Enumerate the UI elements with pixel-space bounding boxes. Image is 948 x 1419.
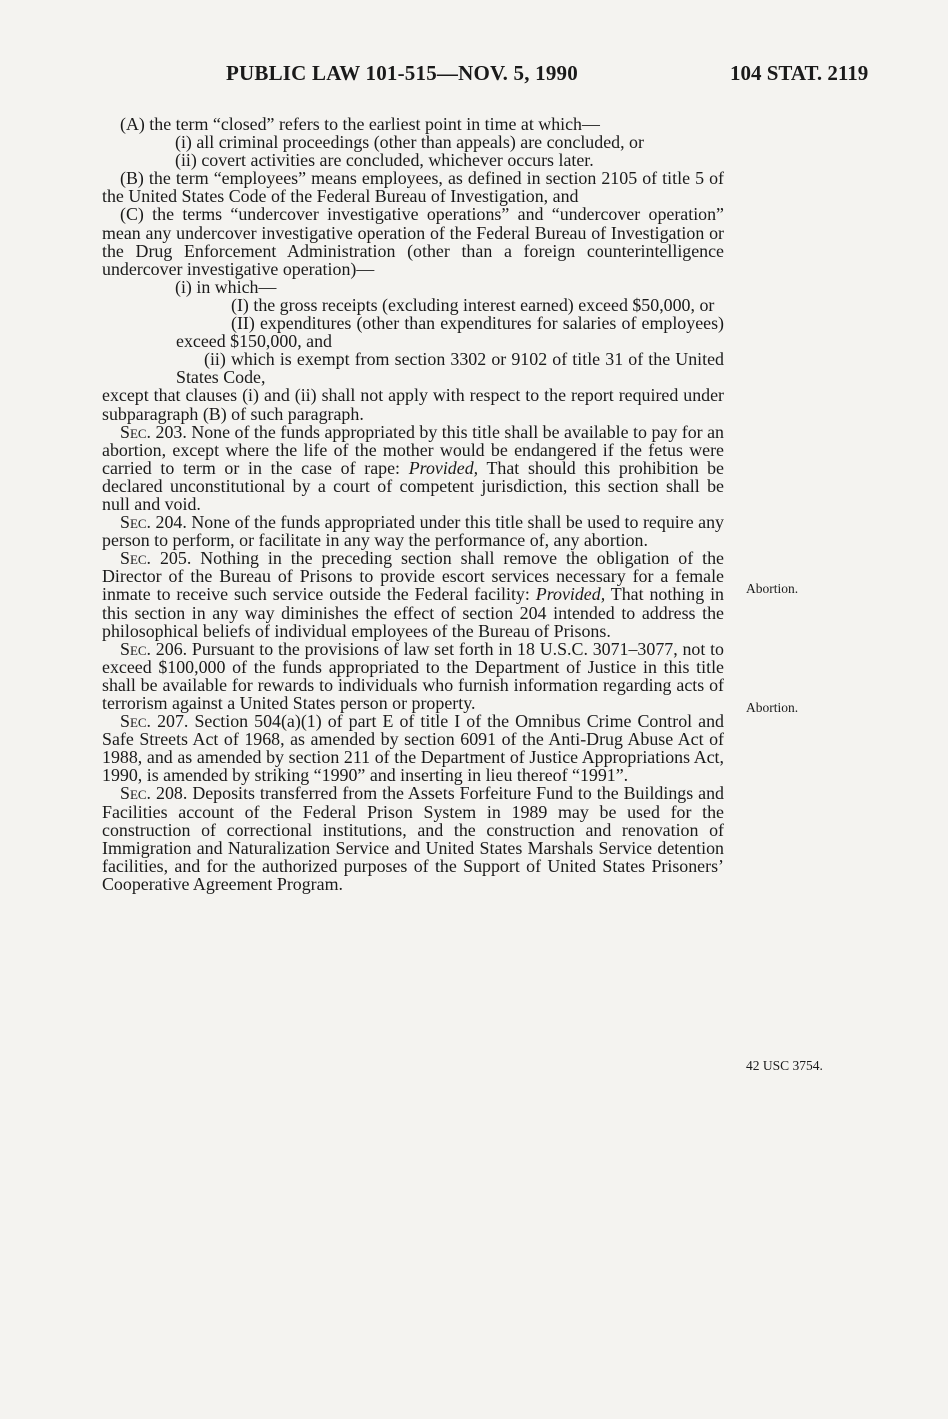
section-208-label: Sec. 208. (120, 783, 188, 804)
paragraph-c: (C) the terms “undercover investigative operations” and “undercover operation” mean any undercover investigative operation of the Federal Bureau of Investigation or the Drug Enforcement Administration (other than a foreign counterintelligence undercover investigative operation)— (102, 204, 724, 279)
page-header-stat-ref: 104 STAT. 2119 (730, 61, 869, 85)
paragraph-c-i-II: (II) expenditures (other than expenditures for salaries of employees) exceed $150,000, and (176, 313, 724, 352)
section-206-text: Pursuant to the provisions of law set forth in 18 U.S.C. 3071–3077, not to exceed $100,000 of the funds appropriated to the Department of Justice in this title shall be available for rewards to individuals who furnish information regarding acts of terrorism against a United States person or property. (102, 638, 724, 713)
section-206-label: Sec. 206. (120, 638, 188, 659)
margin-note-abortion-2: Abortion. (746, 700, 799, 715)
section-205-text-a: Nothing in the preceding section shall remove the obligation of the Director of the Bureau of Prisons to provide escort services necessary for a female inmate to receive such service outside the Federal facility: (102, 548, 724, 605)
section-205 (102, 549, 724, 639)
body-text (102, 115, 724, 893)
section-203-provided: Provided, (408, 457, 479, 478)
paragraph-b: (B) the term “employees” means employees, as defined in section 2105 of title 5 of the United States Code of the Federal Bureau of Investigation, and (102, 168, 724, 207)
section-208 (102, 784, 724, 893)
section-208-text: Deposits transferred from the Assets Forfeiture Fund to the Buildings and Facilities account of the Federal Prison System in 1989 may be used for the construction of correctional institutions, and the construction and renovation of Immigration and Naturalization Service and United States Marshals Service detention facilities, and for the authorized purposes of the Support of United States Prisoners’ Cooperative Agreement Program. (102, 783, 724, 894)
paragraph-c-ii: (ii) which is exempt from section 3302 or 9102 of title 31 of the United States Code, (176, 349, 724, 388)
section-204 (102, 513, 724, 549)
section-205-provided: Provided, (535, 584, 606, 605)
section-203-text-b: That should this prohibition be declared unconstitutional by a court of competent jurisdiction, this section shall be null and void. (102, 457, 724, 514)
margin-note-abortion-1: Abortion. (746, 581, 799, 596)
section-204-text: None of the funds appropriated under this title shall be used to require any person to perform, or facilitate in any way the performance of, any abortion. (102, 512, 724, 551)
section-203-text-a: None of the funds appropriated by this title shall be available to pay for an abortion, except where the life of the mother would be endangered if the fetus were carried to term or in the case of rape: (102, 421, 724, 478)
paragraph-except: except that clauses (i) and (ii) shall not apply with respect to the report required under subparagraph (B) of such paragraph. (102, 385, 724, 424)
paragraph-a-i: (i) all criminal proceedings (other than appeals) are concluded, or (175, 132, 644, 153)
section-207-text: Section 504(a)(1) of part E of title I of the Omnibus Crime Control and Safe Streets Act of 1968, as amended by section 6091 of the Anti-Drug Abuse Act of 1988, and as amended by section 211 of the Department of Justice Appropriations Act, 1990, is amended by striking “1990” and inserting in lieu thereof “1991”. (102, 711, 724, 786)
section-207-label: Sec. 207. (120, 711, 189, 732)
section-204-label: Sec. 204. (120, 512, 187, 533)
paragraph-c-i-I: (I) the gross receipts (excluding interest earned) exceed $50,000, or (231, 294, 715, 315)
page-header-title: PUBLIC LAW 101-515—NOV. 5, 1990 (226, 61, 578, 85)
paragraph-a: (A) the term “closed” refers to the earliest point in time at which— (120, 114, 600, 134)
paragraph-c-i: (i) in which— (175, 276, 277, 297)
margin-note-usc-citation: 42 USC 3754. (746, 1058, 823, 1073)
section-203 (102, 423, 724, 513)
section-203-label: Sec. 203. (120, 421, 187, 442)
section-205-label: Sec. 205. (120, 548, 192, 569)
paragraph-a-ii: (ii) covert activities are concluded, whichever occurs later. (175, 150, 594, 171)
section-205-text-b: That nothing in this section in any way diminishes the effect of section 204 intended to address the philosophical beliefs of individual employees of the Bureau of Prisons. (102, 584, 724, 641)
section-207 (102, 712, 724, 784)
section-206 (102, 640, 724, 712)
